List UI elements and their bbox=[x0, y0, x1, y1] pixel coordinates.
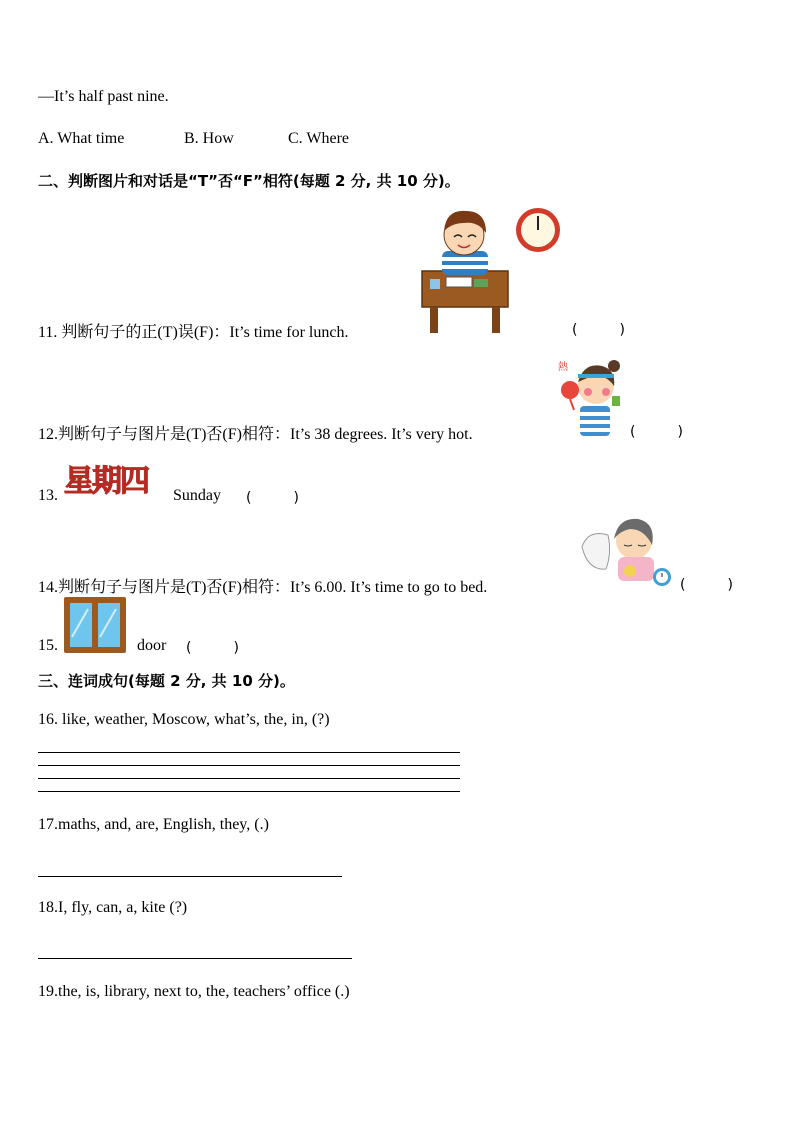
girl-sleeping-alarm-clock-image bbox=[578, 515, 674, 589]
section2-title: 二、判断图片和对话是“T”否“F”相符(每题 2 分, 共 10 分)。 bbox=[38, 172, 460, 190]
q18-text: 18.I, fly, can, a, kite (?) bbox=[38, 899, 188, 916]
q16-answer-line-3[interactable] bbox=[38, 778, 460, 779]
girl-hot-weather-fan-image bbox=[556, 356, 626, 438]
q15-word: door bbox=[137, 637, 167, 654]
q16-answer-line-2[interactable] bbox=[38, 765, 460, 766]
q16-text: 16. like, weather, Moscow, what’s, the, in, (?) bbox=[38, 711, 330, 728]
q11-answer-blank[interactable]: ( ) bbox=[572, 322, 625, 338]
q14-answer-blank[interactable]: ( ) bbox=[680, 577, 733, 593]
q17-text: 17.maths, and, are, English, they, (.) bbox=[38, 816, 269, 833]
q13-answer-blank[interactable]: ( ) bbox=[246, 490, 299, 506]
q10-option-a: A. What time bbox=[38, 130, 125, 147]
q16-answer-line-1[interactable] bbox=[38, 752, 460, 753]
q19-text: 19.the, is, library, next to, the, teachers’ office (.) bbox=[38, 983, 350, 1000]
q12-answer-blank[interactable]: ( ) bbox=[630, 424, 683, 440]
q10-option-b: B. How bbox=[184, 130, 234, 147]
q13-number: 13. bbox=[38, 487, 58, 504]
q15-answer-blank[interactable]: ( ) bbox=[186, 640, 239, 656]
q11-text: 11. 判断句子的正(T)误(F)：It’s time for lunch. bbox=[38, 324, 349, 341]
q10-answer-line: —It’s half past nine. bbox=[38, 88, 169, 105]
hot-label-icon: 熱 bbox=[558, 362, 568, 373]
thursday-image-text: 星期四 bbox=[64, 464, 148, 499]
boy-eating-lunch-with-clock-image bbox=[416, 205, 566, 335]
hand-fan-icon bbox=[561, 381, 579, 399]
q17-answer-line[interactable] bbox=[38, 876, 342, 877]
q15-number: 15. bbox=[38, 637, 58, 654]
q18-answer-line[interactable] bbox=[38, 958, 352, 959]
q14-text: 14.判断句子与图片是(T)否(F)相符：It’s 6.00. It’s time to go to bed. bbox=[38, 579, 488, 596]
q16-answer-line-4[interactable] bbox=[38, 791, 460, 792]
window-image bbox=[64, 597, 126, 653]
q12-text: 12.判断句子与图片是(T)否(F)相符：It’s 38 degrees. It’s very hot. bbox=[38, 426, 473, 443]
q13-word: Sunday bbox=[173, 487, 221, 504]
section3-title: 三、连词成句(每题 2 分, 共 10 分)。 bbox=[38, 672, 295, 690]
q10-option-c: C. Where bbox=[288, 130, 350, 147]
